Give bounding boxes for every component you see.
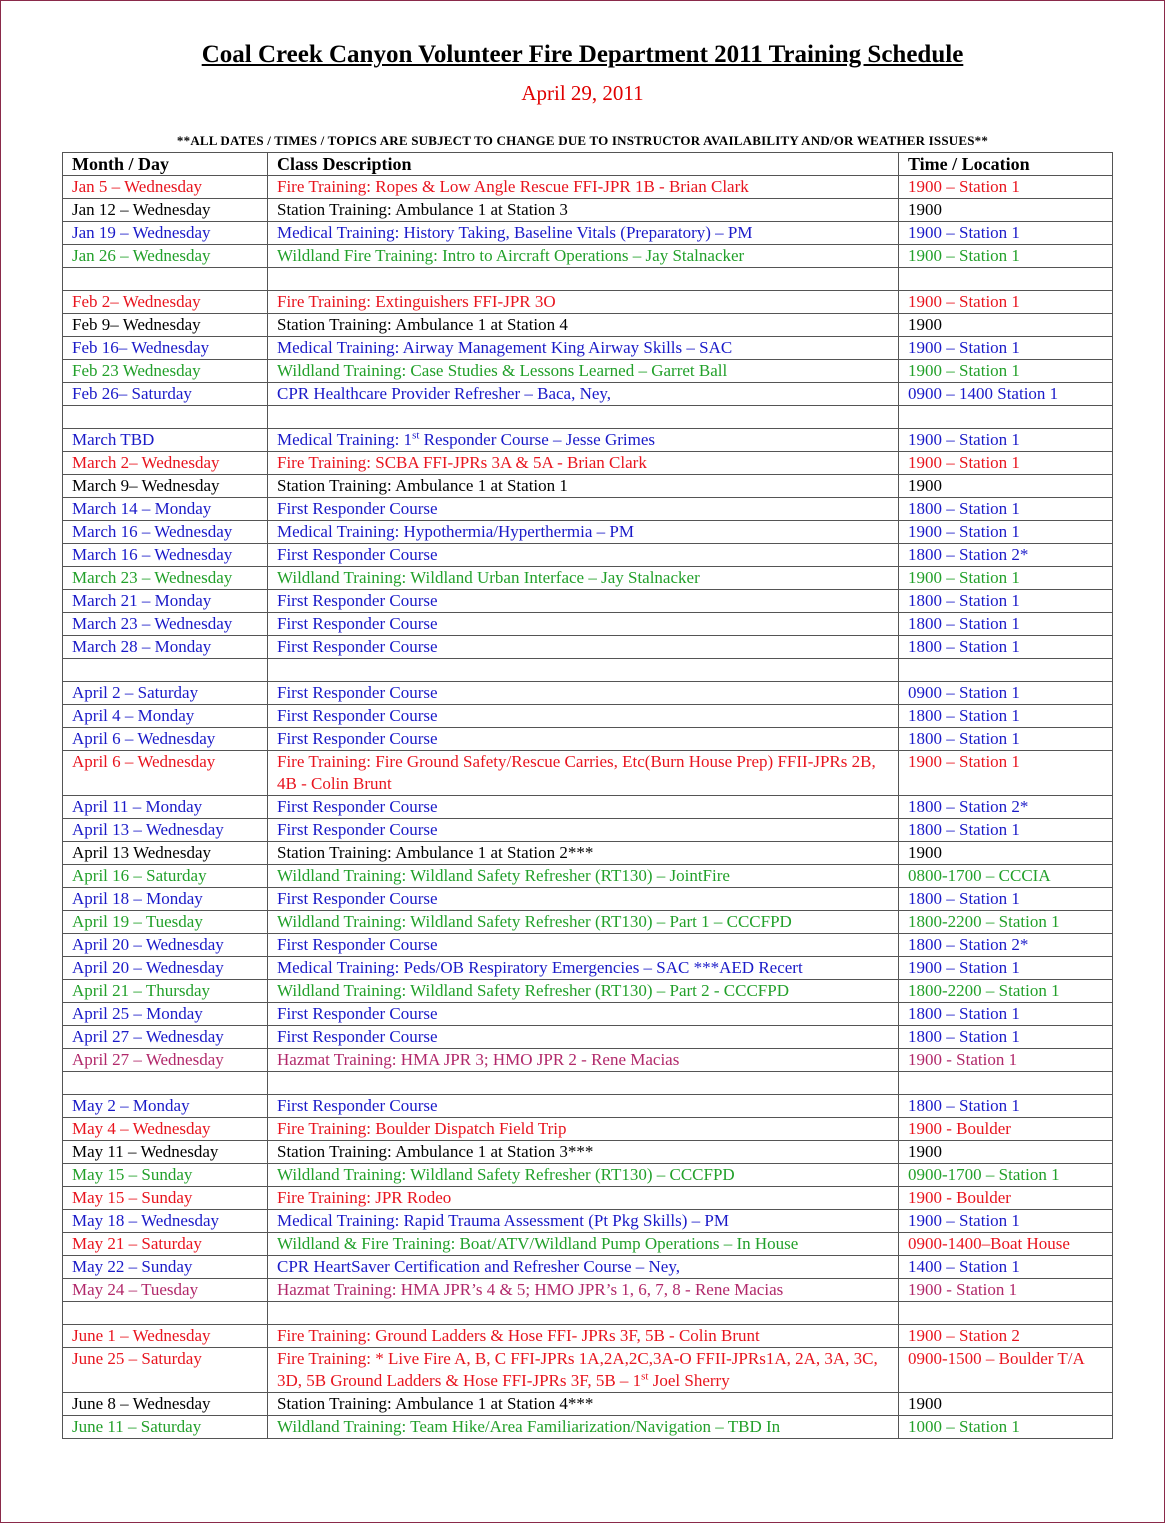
cell-month-day: March 16 – Wednesday [63, 521, 268, 544]
cell-month-day: June 11 – Saturday [63, 1416, 268, 1439]
table-row [63, 199, 1113, 222]
cell-time-location: 1400 – Station 1 [899, 1256, 1113, 1279]
cell-time-location: 1800 – Station 1 [899, 1003, 1113, 1026]
cell-month-day: April 11 – Monday [63, 796, 268, 819]
cell-month-day: April 20 – Wednesday [63, 957, 268, 980]
cell-month-day: March 14 – Monday [63, 498, 268, 521]
cell-month-day: April 13 – Wednesday [63, 819, 268, 842]
table-row [63, 475, 1113, 498]
cell-time-location: 1800-2200 – Station 1 [899, 980, 1113, 1003]
cell-class-description: Wildland Training: Wildland Safety Refresher (RT130) – Part 2 - CCCFPD [268, 980, 899, 1003]
cell-month-day: March 23 – Wednesday [63, 567, 268, 590]
cell-month-day: Feb 9– Wednesday [63, 314, 268, 337]
cell-month-day: Jan 26 – Wednesday [63, 245, 268, 268]
empty-cell [268, 406, 899, 429]
cell-class-description: Fire Training: Boulder Dispatch Field Trip [268, 1118, 899, 1141]
cell-month-day: May 4 – Wednesday [63, 1118, 268, 1141]
cell-month-day: June 25 – Saturday [63, 1348, 268, 1393]
cell-class-description [268, 429, 899, 452]
cell-class-description: First Responder Course [268, 1003, 899, 1026]
cell-month-day: May 15 – Sunday [63, 1187, 268, 1210]
table-row [63, 819, 1113, 842]
table-row [63, 1256, 1113, 1279]
cell-time-location: 1800 – Station 1 [899, 498, 1113, 521]
table-row [63, 360, 1113, 383]
cell-class-description: First Responder Course [268, 1026, 899, 1049]
table-row [63, 1348, 1113, 1393]
cell-class-description: Wildland Training: Wildland Safety Refresher (RT130) – Part 1 – CCCFPD [268, 911, 899, 934]
table-row [63, 1118, 1113, 1141]
table-row [63, 1325, 1113, 1348]
table-row [63, 1187, 1113, 1210]
cell-class-description: Wildland Training: Wildland Safety Refresher (RT130) – CCCFPD [268, 1164, 899, 1187]
cell-class-description: Medical Training: Airway Management King Airway Skills – SAC [268, 337, 899, 360]
cell-time-location: 1900 – Station 1 [899, 360, 1113, 383]
table-row [63, 636, 1113, 659]
cell-class-description: Medical Training: Hypothermia/Hyperthermia – PM [268, 521, 899, 544]
cell-class-description: First Responder Course [268, 888, 899, 911]
table-row [63, 728, 1113, 751]
cell-class-description: Medical Training: History Taking, Baseline Vitals (Preparatory) – PM [268, 222, 899, 245]
cell-class-description: First Responder Course [268, 613, 899, 636]
cell-month-day: June 8 – Wednesday [63, 1393, 268, 1416]
cell-month-day: April 27 – Wednesday [63, 1049, 268, 1072]
cell-time-location: 1800 – Station 1 [899, 888, 1113, 911]
cell-month-day: April 20 – Wednesday [63, 934, 268, 957]
cell-class-description: Wildland Training: Team Hike/Area Familiarization/Navigation – TBD In [268, 1416, 899, 1439]
table-row [63, 888, 1113, 911]
page-title: Coal Creek Canyon Volunteer Fire Department 2011 Training Schedule [201, 41, 964, 68]
table-row [63, 1164, 1113, 1187]
cell-class-description: Wildland & Fire Training: Boat/ATV/Wildland Pump Operations – In House [268, 1233, 899, 1256]
cell-class-description: Fire Training: Ropes & Low Angle Rescue FFI-JPR 1B - Brian Clark [268, 176, 899, 199]
cell-time-location: 1900 [899, 199, 1113, 222]
table-row [63, 911, 1113, 934]
empty-cell [63, 1302, 268, 1325]
cell-class-description: First Responder Course [268, 682, 899, 705]
cell-class-description [268, 1348, 899, 1393]
table-row [63, 796, 1113, 819]
table-row [63, 291, 1113, 314]
cell-class-description: Fire Training: Fire Ground Safety/Rescue Carries, Etc(Burn House Prep) FFII-JPRs 2B, 4B - Colin Brunt [268, 751, 899, 796]
cell-month-day: April 27 – Wednesday [63, 1026, 268, 1049]
cell-month-day: March 2– Wednesday [63, 452, 268, 475]
cell-month-day: April 19 – Tuesday [63, 911, 268, 934]
cell-month-day: April 13 Wednesday [63, 842, 268, 865]
cell-month-day: March 16 – Wednesday [63, 544, 268, 567]
cell-time-location: 1900 – Station 1 [899, 567, 1113, 590]
table-row [63, 429, 1113, 452]
cell-class-description: First Responder Course [268, 728, 899, 751]
table-row [63, 567, 1113, 590]
cell-time-location: 0900-1400–Boat House [899, 1233, 1113, 1256]
cell-month-day: March TBD [63, 429, 268, 452]
cell-month-day: April 6 – Wednesday [63, 728, 268, 751]
cell-class-description: First Responder Course [268, 796, 899, 819]
cell-month-day: May 11 – Wednesday [63, 1141, 268, 1164]
cell-class-description: First Responder Course [268, 934, 899, 957]
empty-cell [63, 268, 268, 291]
cell-class-description: First Responder Course [268, 636, 899, 659]
table-row [63, 176, 1113, 199]
cell-time-location: 1900 [899, 314, 1113, 337]
table-header-row [63, 153, 1113, 176]
cell-time-location: 0900-1500 – Boulder T/A [899, 1348, 1113, 1393]
table-row [63, 314, 1113, 337]
table-row [63, 245, 1113, 268]
cell-month-day: May 22 – Sunday [63, 1256, 268, 1279]
cell-class-description: Station Training: Ambulance 1 at Station 2*** [268, 842, 899, 865]
cell-time-location: 1800 – Station 1 [899, 705, 1113, 728]
cell-month-day: Jan 19 – Wednesday [63, 222, 268, 245]
cell-class-description: Wildland Fire Training: Intro to Aircraft Operations – Jay Stalnacker [268, 245, 899, 268]
spacer-row [63, 406, 1113, 429]
cell-month-day: March 21 – Monday [63, 590, 268, 613]
cell-time-location: 1900 - Station 1 [899, 1049, 1113, 1072]
training-schedule-table [62, 152, 1113, 1439]
table-row [63, 1095, 1113, 1118]
cell-class-description: Hazmat Training: HMA JPR 3; HMO JPR 2 - Rene Macias [268, 1049, 899, 1072]
table-row [63, 1026, 1113, 1049]
cell-class-description: First Responder Course [268, 705, 899, 728]
cell-month-day: April 25 – Monday [63, 1003, 268, 1026]
cell-class-description: Station Training: Ambulance 1 at Station 4 [268, 314, 899, 337]
table-row [63, 957, 1113, 980]
cell-time-location: 1900 – Station 1 [899, 957, 1113, 980]
cell-month-day: Jan 5 – Wednesday [63, 176, 268, 199]
cell-class-description: Medical Training: Rapid Trauma Assessment (Pt Pkg Skills) – PM [268, 1210, 899, 1233]
cell-month-day: April 4 – Monday [63, 705, 268, 728]
table-row [63, 980, 1113, 1003]
cell-time-location: 1800-2200 – Station 1 [899, 911, 1113, 934]
cell-month-day: May 24 – Tuesday [63, 1279, 268, 1302]
cell-class-description: Station Training: Ambulance 1 at Station 3 [268, 199, 899, 222]
empty-cell [268, 1072, 899, 1095]
cell-time-location: 0900-1700 – Station 1 [899, 1164, 1113, 1187]
table-row [63, 1141, 1113, 1164]
cell-month-day: Feb 2– Wednesday [63, 291, 268, 314]
cell-class-description: First Responder Course [268, 498, 899, 521]
table-row [63, 1003, 1113, 1026]
schedule-body [63, 176, 1113, 1439]
cell-month-day: Jan 12 – Wednesday [63, 199, 268, 222]
empty-cell [63, 406, 268, 429]
cell-time-location: 1800 – Station 1 [899, 636, 1113, 659]
cell-class-description: Hazmat Training: HMA JPR’s 4 & 5; HMO JPR’s 1, 6, 7, 8 - Rene Macias [268, 1279, 899, 1302]
cell-time-location: 1900 – Station 1 [899, 751, 1113, 796]
cell-month-day: May 18 – Wednesday [63, 1210, 268, 1233]
cell-month-day: April 2 – Saturday [63, 682, 268, 705]
table-row [63, 1416, 1113, 1439]
cell-time-location: 1900 – Station 1 [899, 1210, 1113, 1233]
cell-class-description: Medical Training: Peds/OB Respiratory Emergencies – SAC ***AED Recert [268, 957, 899, 980]
table-row [63, 1233, 1113, 1256]
table-row [63, 613, 1113, 636]
table-row [63, 521, 1113, 544]
table-row [63, 222, 1113, 245]
cell-time-location: 1900 [899, 1141, 1113, 1164]
cell-time-location: 1900 – Station 1 [899, 337, 1113, 360]
cell-time-location: 1900 - Station 1 [899, 1279, 1113, 1302]
description-text-continued: Joel Sherry [648, 1371, 730, 1390]
cell-class-description: Wildland Training: Case Studies & Lessons Learned – Garret Ball [268, 360, 899, 383]
cell-class-description: First Responder Course [268, 1095, 899, 1118]
cell-time-location: 1900 – Station 1 [899, 291, 1113, 314]
table-row [63, 705, 1113, 728]
empty-cell [268, 1302, 899, 1325]
cell-month-day: Feb 26– Saturday [63, 383, 268, 406]
cell-class-description: Wildland Training: Wildland Safety Refresher (RT130) – JointFire [268, 865, 899, 888]
table-row [63, 682, 1113, 705]
schedule-date: April 29, 2011 [521, 81, 644, 105]
empty-cell [268, 659, 899, 682]
empty-cell [268, 268, 899, 291]
spacer-row [63, 1072, 1113, 1095]
empty-cell [63, 1072, 268, 1095]
cell-time-location: 1800 – Station 1 [899, 613, 1113, 636]
table-row [63, 751, 1113, 796]
cell-time-location: 1900 - Boulder [899, 1118, 1113, 1141]
description-text: Medical Training: 1 [277, 430, 413, 449]
cell-class-description: Fire Training: SCBA FFI-JPRs 3A & 5A - Brian Clark [268, 452, 899, 475]
cell-month-day: March 28 – Monday [63, 636, 268, 659]
header-class-description: Class Description [268, 153, 899, 176]
cell-time-location: 0900 – 1400 Station 1 [899, 383, 1113, 406]
empty-cell [899, 268, 1113, 291]
cell-month-day: March 23 – Wednesday [63, 613, 268, 636]
cell-time-location: 1900 - Boulder [899, 1187, 1113, 1210]
cell-class-description: Station Training: Ambulance 1 at Station 4*** [268, 1393, 899, 1416]
table-row [63, 544, 1113, 567]
table-row [63, 1393, 1113, 1416]
table-row [63, 452, 1113, 475]
cell-month-day: May 2 – Monday [63, 1095, 268, 1118]
cell-time-location: 1900 [899, 842, 1113, 865]
cell-class-description: CPR Healthcare Provider Refresher – Baca, Ney, [268, 383, 899, 406]
cell-class-description: Fire Training: JPR Rodeo [268, 1187, 899, 1210]
header-time-location: Time / Location [899, 153, 1113, 176]
cell-time-location: 1800 – Station 1 [899, 1026, 1113, 1049]
cell-time-location: 1800 – Station 2* [899, 934, 1113, 957]
cell-time-location: 0900 – Station 1 [899, 682, 1113, 705]
empty-cell [899, 1302, 1113, 1325]
cell-class-description: Station Training: Ambulance 1 at Station 3*** [268, 1141, 899, 1164]
cell-month-day: May 15 – Sunday [63, 1164, 268, 1187]
header-month-day: Month / Day [63, 153, 268, 176]
table-row [63, 498, 1113, 521]
cell-class-description: First Responder Course [268, 590, 899, 613]
cell-time-location: 1900 – Station 1 [899, 222, 1113, 245]
table-row [63, 337, 1113, 360]
cell-time-location: 1900 – Station 1 [899, 176, 1113, 199]
spacer-row [63, 1302, 1113, 1325]
cell-time-location: 1800 – Station 1 [899, 590, 1113, 613]
empty-cell [63, 659, 268, 682]
table-row [63, 865, 1113, 888]
description-text: Fire Training: * Live Fire A, B, C FFI-JPRs 1A,2A,2C,3A-O FFII-JPRs1A, 2A, 3A, 3C, 3D, 5B Ground Ladders & Hose FFI-JPRs 3F, 5B – 1 [277, 1349, 878, 1390]
cell-class-description: Fire Training: Ground Ladders & Hose FFI- JPRs 3F, 5B - Colin Brunt [268, 1325, 899, 1348]
cell-class-description: First Responder Course [268, 819, 899, 842]
cell-month-day: April 16 – Saturday [63, 865, 268, 888]
description-text-continued: Responder Course – Jesse Grimes [419, 430, 656, 449]
cell-class-description: Fire Training: Extinguishers FFI-JPR 3O [268, 291, 899, 314]
cell-time-location: 1800 – Station 1 [899, 1095, 1113, 1118]
cell-time-location: 1000 – Station 1 [899, 1416, 1113, 1439]
cell-month-day: April 6 – Wednesday [63, 751, 268, 796]
cell-class-description: Wildland Training: Wildland Urban Interface – Jay Stalnacker [268, 567, 899, 590]
ordinal-suffix: st [412, 429, 420, 442]
table-row [63, 934, 1113, 957]
cell-time-location: 1800 – Station 1 [899, 819, 1113, 842]
cell-month-day: Feb 23 Wednesday [63, 360, 268, 383]
cell-month-day: April 21 – Thursday [63, 980, 268, 1003]
table-row [63, 1279, 1113, 1302]
spacer-row [63, 659, 1113, 682]
cell-time-location: 1800 – Station 1 [899, 728, 1113, 751]
cell-month-day: April 18 – Monday [63, 888, 268, 911]
table-row [63, 1049, 1113, 1072]
cell-month-day: March 9– Wednesday [63, 475, 268, 498]
cell-time-location: 1900 – Station 1 [899, 521, 1113, 544]
cell-month-day: May 21 – Saturday [63, 1233, 268, 1256]
cell-time-location: 1800 – Station 2* [899, 544, 1113, 567]
cell-class-description: First Responder Course [268, 544, 899, 567]
cell-time-location: 1900 [899, 1393, 1113, 1416]
cell-class-description: Station Training: Ambulance 1 at Station 1 [268, 475, 899, 498]
cell-month-day: June 1 – Wednesday [63, 1325, 268, 1348]
cell-month-day: Feb 16– Wednesday [63, 337, 268, 360]
empty-cell [899, 659, 1113, 682]
cell-time-location: 0800-1700 – CCCIA [899, 865, 1113, 888]
cell-time-location: 1900 – Station 1 [899, 452, 1113, 475]
cell-time-location: 1900 [899, 475, 1113, 498]
table-row [63, 1210, 1113, 1233]
spacer-row [63, 268, 1113, 291]
ordinal-suffix: st [641, 1370, 649, 1383]
table-row [63, 842, 1113, 865]
table-row [63, 590, 1113, 613]
cell-time-location: 1900 – Station 1 [899, 429, 1113, 452]
table-row [63, 383, 1113, 406]
disclaimer-notice: **ALL DATES / TIMES / TOPICS ARE SUBJECT TO CHANGE DUE TO INSTRUCTOR AVAILABILITY AND/OR WEATHER ISSUES** [176, 133, 989, 148]
empty-cell [899, 406, 1113, 429]
cell-class-description: CPR HeartSaver Certification and Refresher Course – Ney, [268, 1256, 899, 1279]
cell-time-location: 1900 – Station 2 [899, 1325, 1113, 1348]
cell-time-location: 1900 – Station 1 [899, 245, 1113, 268]
cell-time-location: 1800 – Station 2* [899, 796, 1113, 819]
empty-cell [899, 1072, 1113, 1095]
